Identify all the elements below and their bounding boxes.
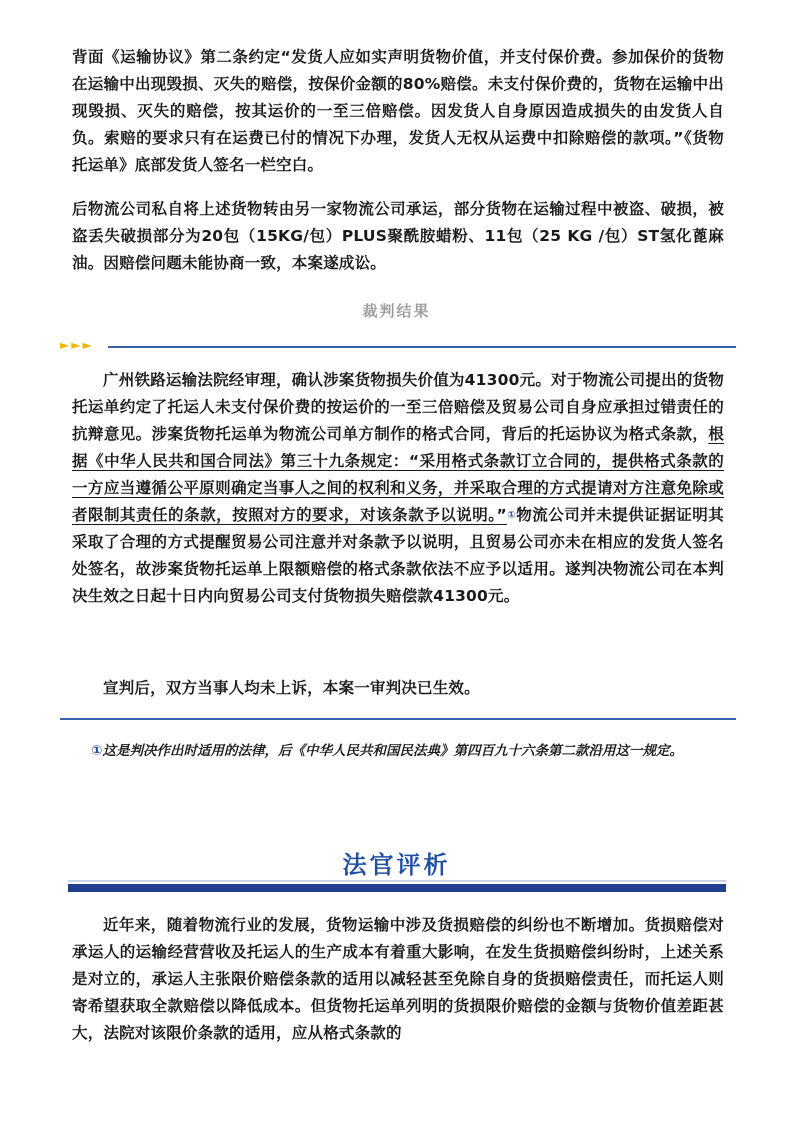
footnote-divider <box>60 718 736 720</box>
footnote-number: ① <box>91 743 103 759</box>
section-title-judgment: 裁判结果 <box>362 302 431 320</box>
heading-underline-light <box>68 880 726 882</box>
judge-analysis-heading: 法官评析 <box>342 851 451 879</box>
paragraph-judgment <box>72 367 724 610</box>
heading-underline-bar <box>68 884 726 892</box>
judgment-text-part1: 广州铁路运输法院经审理，确认涉案货物损失价值为41300元。对于物流公司提出的货物托运单约定了托运人未支付保价费的按运价的一至三倍赔偿及贸易公司自身应承担过错责任的抗辩意见。涉案货物托运单为物流公司单方制作的格式合同，背后的托运协议为格式条款， <box>72 371 724 443</box>
paragraph-analysis: 近年来，随着物流行业的发展，货物运输中涉及货损赔偿的纠纷也不断增加。货损赔偿对承运人的运输经营营收及托运人的生产成本有着重大影响，在发生货损赔偿纠纷时，上述关系是对立的，承运人主张限价赔偿条款的适用以减轻甚至免除自身的货损赔偿责任，而托运人则寄希望获取全款赔偿以降低成本。但货物托运单列明的货损限价赔偿的金额与货物价值差距甚大，法院对该限价条款的适用，应从格式条款的 <box>72 916 724 1042</box>
arrow-marker-icon: ►►► <box>60 338 94 352</box>
footnote-text: 这是判决作出时适用的法律，后《中华人民共和国民法典》第四百九十六条第二款沿用这一规定。 <box>102 743 683 759</box>
footnote <box>60 736 736 767</box>
section-divider <box>108 346 736 348</box>
paragraph-agreement-terms: 背面《运输协议》第二条约定“发货人应如实声明货物价值，并支付保价费。参加保价的货物在运输中出现毁损、灭失的赔偿，按保价金额的80%赔偿。未支付保价费的，货物在运输中出现毁损、灭失的赔偿，按其运价的一至三倍赔偿。因发货人自身原因造成损失的由发货人自负。索赔的要求只有在运费已付的情况下办理，发货人无权从运费中扣除赔偿的款项。”《货物托运单》底部发货人签名一栏空白。 <box>72 48 724 174</box>
footnote-marker[interactable]: ① <box>506 510 517 521</box>
judgment-text-part2: 物流公司并未提供证据证明其采取了合理的方式提醒贸易公司注意并对条款予以说明，且贸易公司亦未在相应的发货人签名处签名，故涉案货物托运单上限额赔偿的格式条款依法不应予以适用。遂判决物流公司在本判决生效之日起十日内向贸易公司支付货物损失赔偿款41300元。 <box>72 506 724 605</box>
paragraph-case-facts: 后物流公司私自将上述货物转由另一家物流公司承运，部分货物在运输过程中被盗、破损，被盗丢失破损部分为20包（15KG/包）PLUS聚酰胺蜡粉、11包（25 KG /包）ST氢化蓖麻油。因赔偿问题未能协商一致，本案遂成讼。 <box>72 200 724 272</box>
paragraph-judgment-final: 宣判后，双方当事人均未上诉，本案一审判决已生效。 <box>103 679 480 697</box>
legal-quote: 根据《中华人民共和国合同法》第三十九条规定：“采用格式条款订立合同的，提供格式条款的一方应当遵循公平原则确定当事人之间的权利和义务，并采取合理的方式提请对方注意免除或者限制其责任的条款，按照对方的要求，对该条款予以说明。” <box>72 425 724 524</box>
